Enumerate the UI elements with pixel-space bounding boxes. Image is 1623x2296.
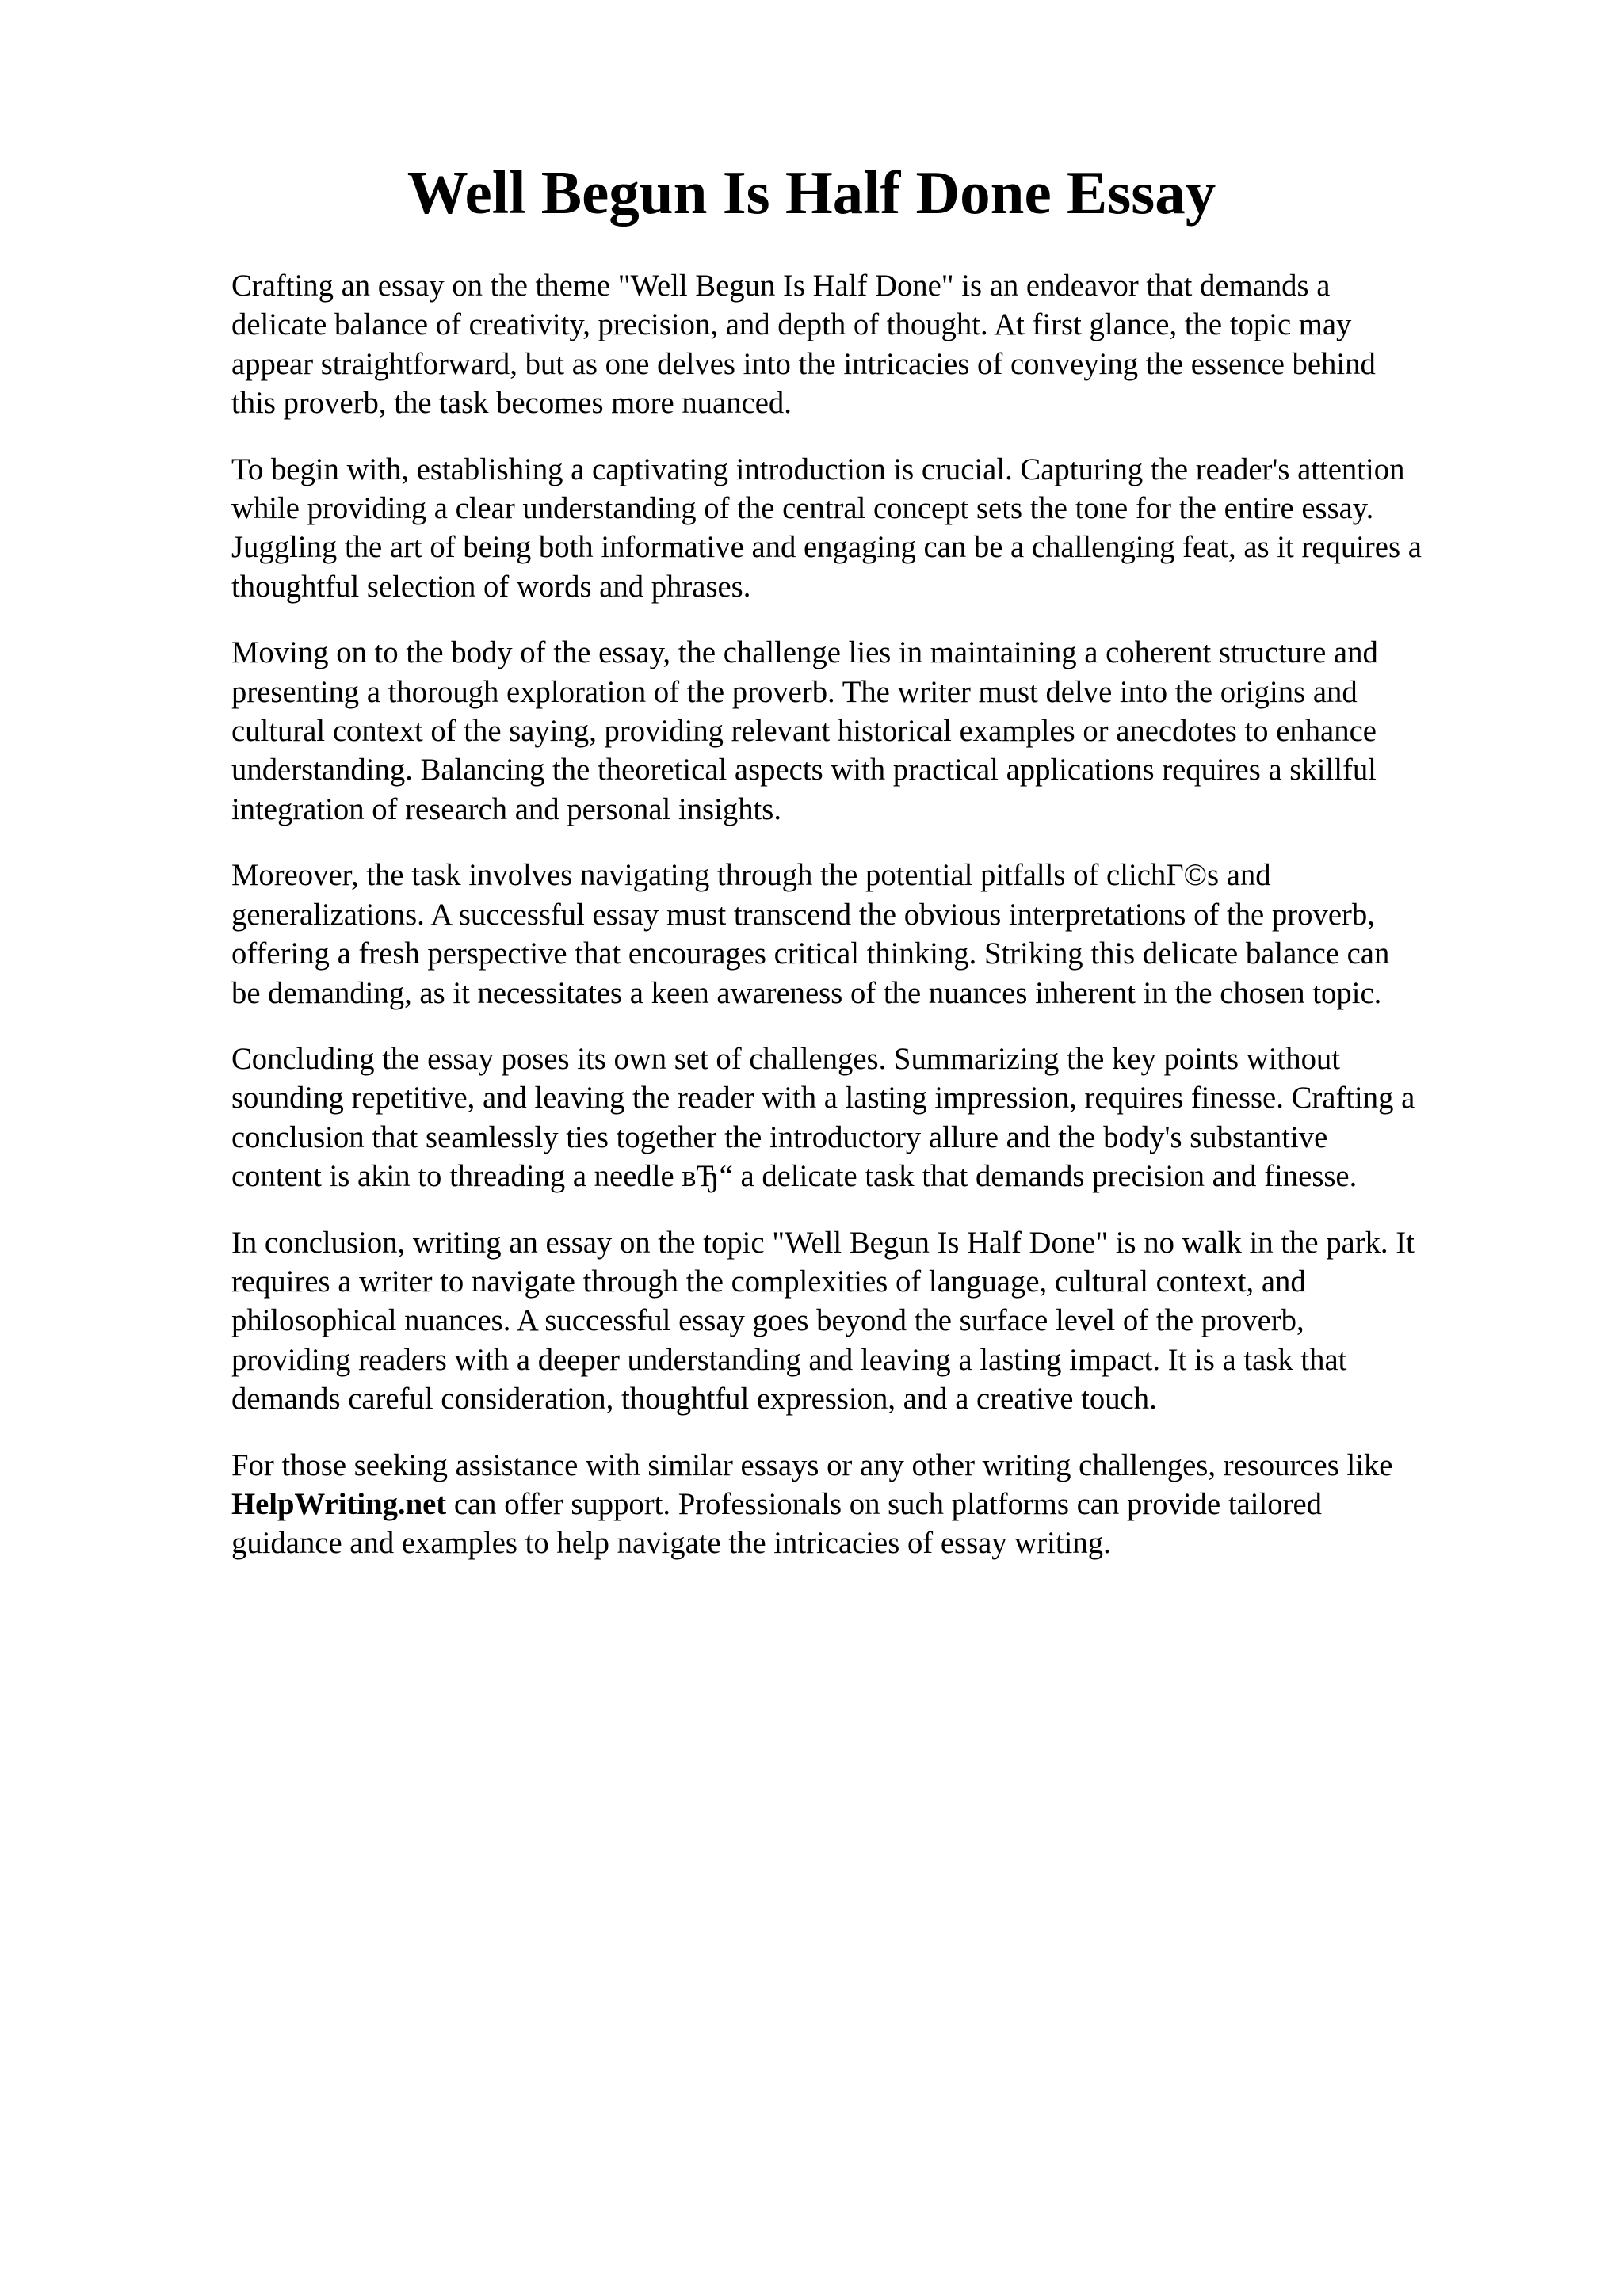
paragraph-body <box>231 634 1515 830</box>
text-line: guidance and examples to help navigate the intricacies of essay writing. <box>231 1527 1111 1561</box>
text-line: Moving on to the body of the essay, the challenge lies in maintaining a coherent structure and <box>231 636 1378 670</box>
text-line: In conclusion, writing an essay on the topic "Well Begun Is Half Done" is no walk in the park. It <box>231 1226 1415 1260</box>
text-line: thoughtful selection of words and phrases. <box>231 570 751 604</box>
paragraph-closing <box>231 1447 1515 1564</box>
text-fragment: can offer support. Professionals on such platforms can provide tailored <box>446 1487 1322 1521</box>
text-line: demands careful consideration, thoughtful expression, and a creative touch. <box>231 1383 1157 1417</box>
text-line: this proverb, the task becomes more nuanced. <box>231 387 792 421</box>
paragraph-concluding <box>231 1040 1515 1197</box>
paragraph-cliches <box>231 856 1515 1013</box>
text-line: presenting a thorough exploration of the proverb. The writer must delve into the origins and <box>231 675 1358 709</box>
text-line: Concluding the essay poses its own set of challenges. Summarizing the key points without <box>231 1042 1341 1076</box>
text-line: appear straightforward, but as one delves into the intricacies of conveying the essence behind <box>231 347 1376 381</box>
text-line <box>231 1486 1515 1524</box>
text-line: offering a fresh perspective that encourages critical thinking. Striking this delicate balance can <box>231 937 1390 971</box>
text-line: content is akin to threading a needle вЂ“ a delicate task that demands precision and finesse. <box>231 1160 1358 1194</box>
text-line: be demanding, as it necessitates a keen awareness of the nuances inherent in the chosen topic. <box>231 976 1382 1010</box>
essay-body <box>231 267 1515 1591</box>
text-line: generalizations. A successful essay must transcend the obvious interpretations of the proverb, <box>231 898 1375 932</box>
text-line: cultural context of the saying, providing relevant historical examples or anecdotes to enhance <box>231 715 1377 749</box>
text-line: Moreover, the task involves navigating through the potential pitfalls of clichГ©s and <box>231 859 1271 893</box>
text-line: understanding. Balancing the theoretical aspects with practical applications requires a skillful <box>231 753 1377 788</box>
text-line: delicate balance of creativity, precision, and depth of thought. At first glance, the topic may <box>231 308 1352 342</box>
essay-title: Well Begun Is Half Done Essay <box>407 158 1216 227</box>
text-line: sounding repetitive, and leaving the reader with a lasting impression, requires finesse. Crafting a <box>231 1081 1415 1116</box>
text-line: while providing a clear understanding of the central concept sets the tone for the entire essay. <box>231 492 1374 526</box>
text-line: requires a writer to navigate through the complexities of language, cultural context, and <box>231 1264 1306 1299</box>
text-line: integration of research and personal insights. <box>231 792 782 826</box>
text-line: To begin with, establishing a captivating introduction is crucial. Capturing the reader's attention <box>231 452 1405 486</box>
brand-name: HelpWriting.net <box>231 1487 447 1521</box>
text-line: Juggling the art of being both informative and engaging can be a challenging feat, as it requires a <box>231 531 1422 565</box>
text-line: conclusion that seamlessly ties together the introductory allure and the body's substantive <box>231 1120 1328 1154</box>
text-line: philosophical nuances. A successful essay goes beyond the surface level of the proverb, <box>231 1304 1304 1338</box>
paragraph-conclusion <box>231 1224 1515 1420</box>
paragraph-begin <box>231 451 1515 608</box>
text-line: Crafting an essay on the theme "Well Begun Is Half Done" is an endeavor that demands a <box>231 269 1331 303</box>
text-line: providing readers with a deeper understanding and leaving a lasting impact. It is a task that <box>231 1343 1347 1377</box>
text-line: For those seeking assistance with similar essays or any other writing challenges, resources like <box>231 1448 1393 1482</box>
paragraph-introduction <box>231 267 1515 424</box>
